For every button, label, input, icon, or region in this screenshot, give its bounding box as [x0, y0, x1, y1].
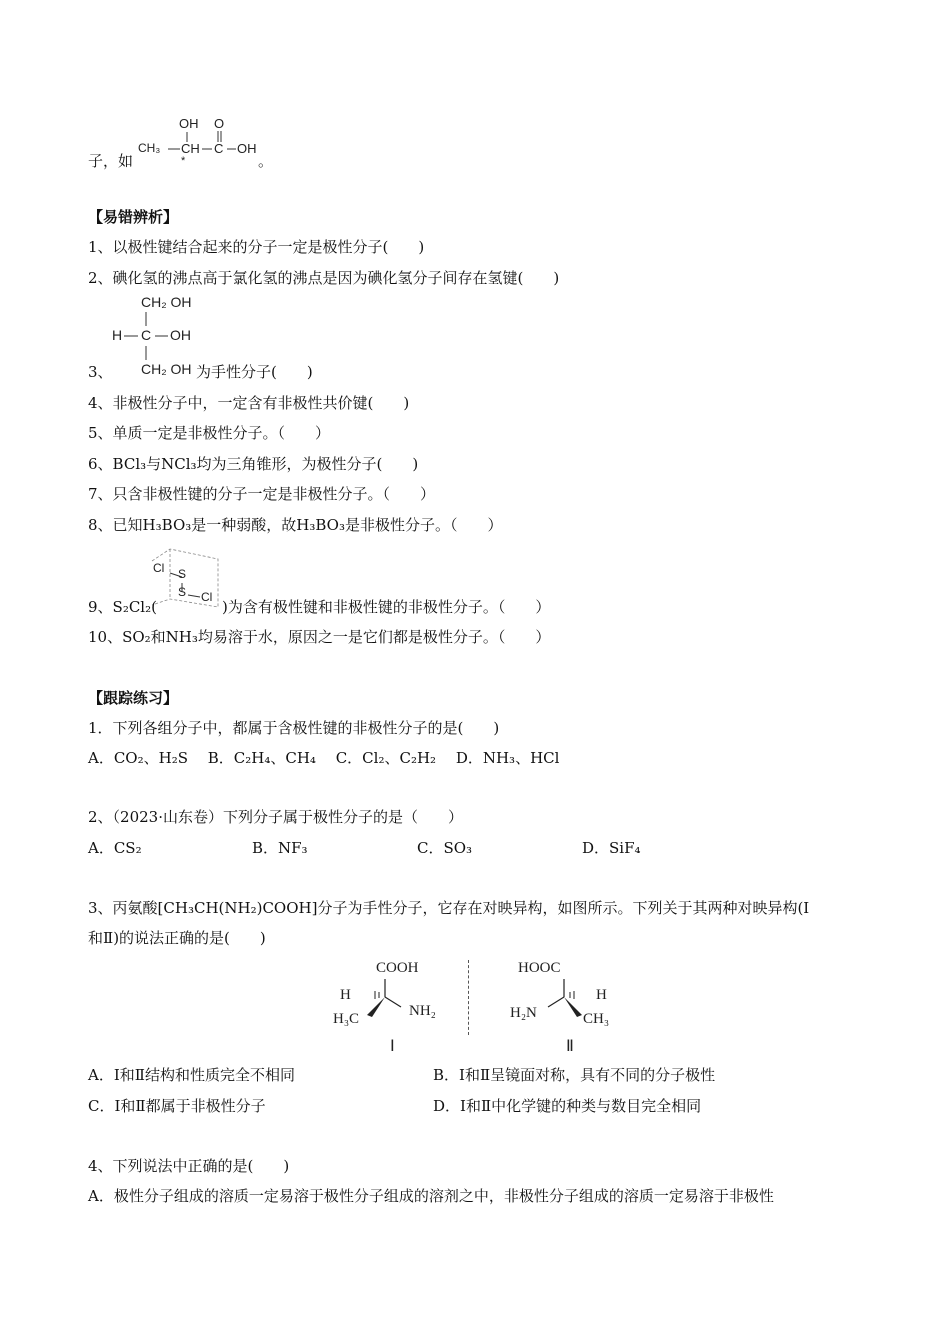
mol2-label: Ⅱ	[566, 1038, 574, 1055]
practice-q2-option-d: D．SiF₄	[582, 839, 641, 857]
mol1-bonds	[355, 975, 415, 1025]
practice-q4-option-a: A．极性分子组成的溶质一定易溶于极性分子组成的溶剂之中，非极性分子组成的溶质一定易溶于非极性	[88, 1187, 774, 1205]
question-item-3-suffix: 为手性分子( )	[196, 363, 313, 381]
question-item-4: 4、非极性分子中，一定含有非极性共价键( )	[88, 394, 410, 412]
mol1-h: H	[340, 987, 351, 1003]
practice-q1-options: A．CO₂、H₂S B．C₂H₄、CH₄ C．Cl₂、C₂H₂ D．NH₃、HCl	[88, 749, 560, 767]
s2cl2-s-bottom: S	[178, 585, 187, 599]
mol1-cooh: COOH	[376, 960, 419, 976]
practice-q3-option-d: D．Ⅰ和Ⅱ中化学键的种类与数目完全相同	[433, 1097, 702, 1115]
question-item-3: 3、	[88, 363, 113, 381]
question-item-1: 1、以极性键结合起来的分子一定是极性分子( )	[88, 238, 425, 256]
glycerol-c: C	[141, 327, 152, 343]
section-title-practice: 【跟踪练习】	[88, 689, 179, 707]
mol1-label: Ⅰ	[390, 1038, 395, 1055]
formula-ch3: CH₃	[138, 141, 161, 155]
question-item-7: 7、只含非极性键的分子一定是非极性分子。（ ）	[88, 485, 436, 503]
practice-q3-option-c: C．Ⅰ和Ⅱ都属于非极性分子	[88, 1097, 266, 1115]
section-title-common-errors: 【易错辨析】	[88, 208, 179, 226]
question-item-2: 2、碘化氢的沸点高于氯化氢的沸点是因为碘化氢分子间存在氢键( )	[88, 269, 560, 287]
intro-prefix: 子，如	[88, 152, 134, 170]
glycerol-top: CH₂ OH	[141, 294, 192, 310]
mol2-hooc: HOOC	[518, 960, 561, 976]
s2cl2-cl-right: Cl	[201, 590, 213, 604]
mol1-ch3: H₃C	[333, 1011, 360, 1027]
s2cl2-s-top: S	[178, 567, 187, 581]
glycerol-bottom: CH₂ OH	[141, 361, 192, 377]
glycerol-h: H	[112, 327, 123, 343]
mirror-plane-divider	[468, 960, 469, 1035]
formula-o-top: O	[214, 116, 225, 131]
question-item-5: 5、单质一定是非极性分子。（ ）	[88, 424, 331, 442]
intro-suffix: 。	[258, 152, 274, 170]
practice-q3-stem-line1: 3、丙氨酸[CH₃CH(NH₂)COOH]分子为手性分子，它存在对映异构，如图所示。下列关于其两种对映异构(Ⅰ	[88, 899, 810, 917]
mol2-h: H	[596, 987, 607, 1003]
practice-q2-option-c: C．SO₃	[417, 839, 473, 857]
practice-q2-stem: 2、（2023·山东卷）下列分子属于极性分子的是（ ）	[88, 808, 463, 826]
mol2-ch3: CH₃	[583, 1011, 610, 1027]
question-item-9-prefix: 9、S₂Cl₂(	[88, 598, 157, 616]
question-item-10: 10、SO₂和NH₃均易溶于水，原因之一是它们都是极性分子。（ ）	[88, 628, 551, 646]
mol2-h2n: H₂N	[510, 1005, 537, 1021]
practice-q2-option-a: A．CS₂	[88, 839, 142, 857]
practice-q3-option-b: B．Ⅰ和Ⅱ呈镜面对称，具有不同的分子极性	[433, 1066, 716, 1084]
practice-q4-stem: 4、下列说法中正确的是( )	[88, 1157, 290, 1175]
question-item-9-suffix: )为含有极性键和非极性键的非极性分子。（ ）	[222, 598, 551, 616]
mol2-bonds	[540, 975, 600, 1025]
mol1-nh2: NH₂	[409, 1003, 436, 1019]
practice-q3-option-a: A．Ⅰ和Ⅱ结构和性质完全不相同	[88, 1066, 295, 1084]
glycerol-oh: OH	[170, 327, 191, 343]
practice-q1-stem: 1．下列各组分子中，都属于含极性键的非极性分子的是( )	[88, 719, 500, 737]
formula-chiral-star: *	[181, 155, 186, 167]
question-item-6: 6、BCl₃与NCl₃均为三角锥形，为极性分子( )	[88, 455, 419, 473]
practice-q3-stem-line2: 和Ⅱ)的说法正确的是( )	[88, 929, 266, 947]
glycerol-bonds	[110, 310, 210, 366]
practice-q2-option-b: B．NF₃	[252, 839, 308, 857]
s2cl2-cl-left: Cl	[153, 561, 165, 575]
formula-oh-top: OH	[179, 116, 199, 131]
formula-c: C	[214, 141, 224, 156]
formula-ch: CH	[181, 141, 200, 156]
question-item-8: 8、已知H₃BO₃是一种弱酸，故H₃BO₃是非极性分子。（ ）	[88, 516, 503, 534]
formula-oh-right: OH	[237, 141, 257, 156]
